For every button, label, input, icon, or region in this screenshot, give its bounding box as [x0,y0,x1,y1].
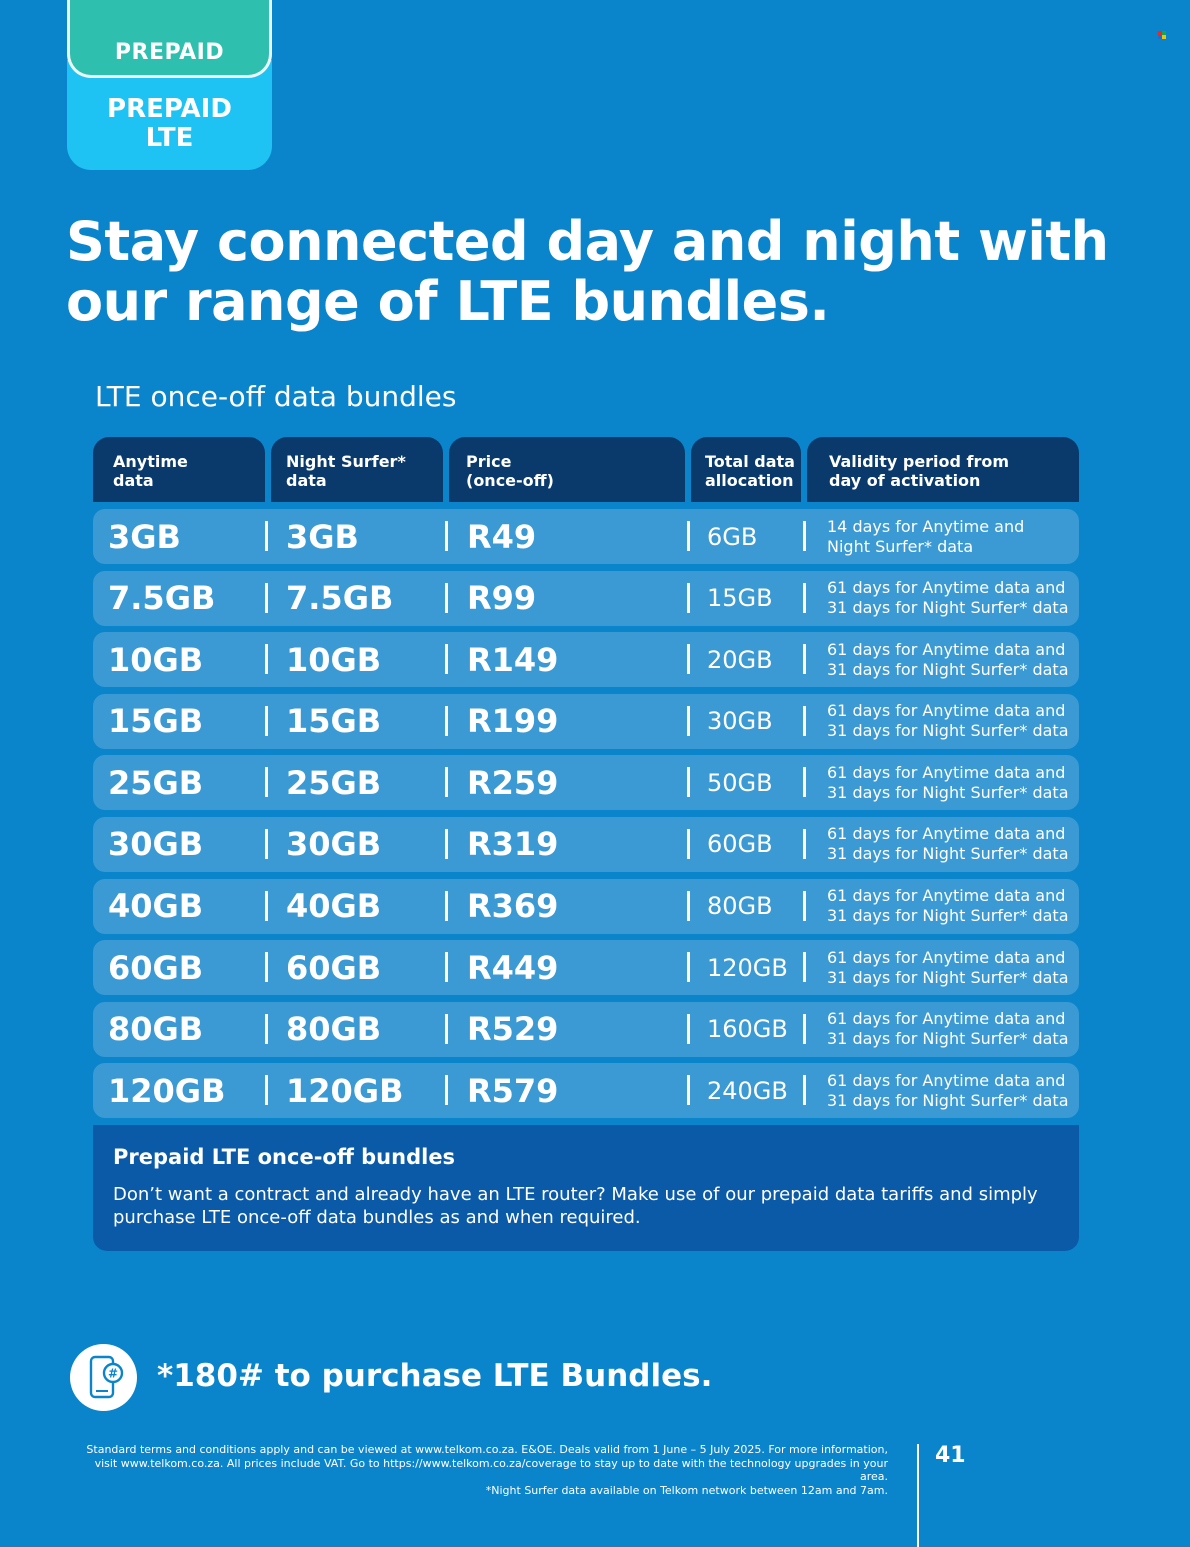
column-separator [803,829,806,859]
tab-prepaid-label: PREPAID [114,40,225,65]
validity-cell: 61 days for Anytime data and 31 days for Night Surfer* data [827,1009,1069,1049]
validity-cell: 61 days for Anytime data and 31 days for Night Surfer* data [827,639,1069,679]
telkom-logo-icon [1158,31,1166,39]
validity-cell: 14 days for Anytime and Night Surfer* data [827,516,1025,556]
column-separator [445,1075,448,1105]
anytime-cell: 80GB [108,1010,204,1049]
total-cell: 15GB [707,584,773,613]
column-separator [265,1014,268,1044]
night-surfer-cell: 10GB [286,640,382,679]
svg-text:#: # [107,1366,119,1381]
page-headline [66,212,1126,332]
column-separator [265,767,268,797]
night-surfer-cell: 3GB [286,517,359,556]
info-box [93,1125,1079,1251]
column-separator [445,829,448,859]
total-cell: 240GB [707,1076,788,1105]
disclaimer-line-2: visit www.telkom.co.za. All prices include VAT. Go to https://www.telkom.co.za/coverage to stay up to date with the technology upgrades in your area. [94,1456,888,1483]
total-cell: 20GB [707,645,773,674]
table-row [93,940,1079,995]
column-separator [687,891,690,921]
column-separator [803,952,806,982]
night-surfer-cell: 30GB [286,825,382,864]
tab-prepaid-lte-label: PREPAID LTE [107,94,232,153]
column-separator [803,1075,806,1105]
night-surfer-cell: 7.5GB [286,579,394,618]
column-separator [687,952,690,982]
anytime-cell: 10GB [108,640,204,679]
total-cell: 30GB [707,707,773,736]
column-separator [445,767,448,797]
total-cell: 6GB [707,522,758,551]
header-night-surfer: Night Surfer* data [271,437,443,502]
page-divider [917,1444,919,1547]
validity-cell: 61 days for Anytime data and 31 days for Night Surfer* data [827,1070,1069,1110]
price-cell: R449 [467,948,559,987]
column-separator [687,521,690,551]
headline-bold: Stay connected day and night [66,210,960,273]
anytime-cell: 25GB [108,763,204,802]
section-title: LTE once-off data bundles [95,380,457,413]
header-validity: Validity period from day of activation [807,437,1079,502]
column-separator [445,891,448,921]
header-total: Total data allocation [691,437,801,502]
total-cell: 60GB [707,830,773,859]
column-separator [265,583,268,613]
anytime-cell: 7.5GB [108,579,216,618]
column-separator [803,583,806,613]
price-cell: R149 [467,640,559,679]
table-row [93,755,1079,810]
table-row [93,817,1079,872]
headline-regular: with our range of LTE bundles. [66,210,1109,333]
column-separator [265,829,268,859]
column-separator [687,767,690,797]
table-row [93,879,1079,934]
price-cell: R369 [467,887,559,926]
column-separator [803,891,806,921]
validity-cell: 61 days for Anytime data and 31 days for Night Surfer* data [827,824,1069,864]
validity-cell: 61 days for Anytime data and 31 days for Night Surfer* data [827,578,1069,618]
price-cell: R579 [467,1071,559,1110]
column-separator [803,521,806,551]
price-cell: R259 [467,763,559,802]
price-cell: R319 [467,825,559,864]
column-separator [687,829,690,859]
column-separator [445,1014,448,1044]
column-separator [803,1014,806,1044]
column-separator [445,952,448,982]
validity-cell: 61 days for Anytime data and 31 days for Night Surfer* data [827,947,1069,987]
column-separator [445,644,448,674]
night-surfer-cell: 80GB [286,1010,382,1049]
price-cell: R49 [467,517,537,556]
validity-cell: 61 days for Anytime data and 31 days for Night Surfer* data [827,886,1069,926]
table-row [93,509,1079,564]
total-cell: 120GB [707,953,788,982]
validity-cell: 61 days for Anytime data and 31 days for Night Surfer* data [827,762,1069,802]
anytime-cell: 60GB [108,948,204,987]
anytime-cell: 30GB [108,825,204,864]
column-separator [265,521,268,551]
bundles-table [93,437,1079,1125]
night-surfer-cell: 120GB [286,1071,404,1110]
anytime-cell: 120GB [108,1071,226,1110]
phone-hash-icon [70,1344,137,1411]
header-price: Price (once-off) [449,437,685,502]
disclaimer-line-3: *Night Surfer data available on Telkom network between 12am and 7am. [485,1483,888,1497]
column-separator [265,891,268,921]
total-cell: 50GB [707,768,773,797]
price-cell: R199 [467,702,559,741]
column-separator [687,1075,690,1105]
price-cell: R99 [467,579,537,618]
column-separator [687,583,690,613]
page-number: 41 [935,1443,966,1468]
night-surfer-cell: 15GB [286,702,382,741]
column-separator [265,644,268,674]
column-separator [803,767,806,797]
column-separator [265,706,268,736]
column-separator [445,706,448,736]
column-separator [265,952,268,982]
column-separator [687,644,690,674]
ussd-code-text: *180# to purchase LTE Bundles. [157,1358,713,1394]
info-text: Don’t want a contract and already have an LTE router? Make use of our prepaid data tariffs and simply purchase LTE once-off data bundles as and when required. [113,1184,1038,1228]
info-title: Prepaid LTE once-off bundles [113,1145,456,1169]
anytime-cell: 15GB [108,702,204,741]
validity-cell: 61 days for Anytime data and 31 days for Night Surfer* data [827,701,1069,741]
night-surfer-cell: 60GB [286,948,382,987]
header-anytime: Anytime data [93,437,265,502]
column-separator [687,706,690,736]
total-cell: 160GB [707,1015,788,1044]
column-separator [445,521,448,551]
disclaimer-line-1: Standard terms and conditions apply and can be viewed at www.telkom.co.za. E&OE. Deals valid from 1 June – 5 July 2025. For more information, [86,1443,888,1456]
night-surfer-cell: 25GB [286,763,382,802]
table-row [93,1063,1079,1118]
column-separator [265,1075,268,1105]
disclaimer [68,1443,888,1497]
table-row [93,571,1079,626]
column-separator [803,644,806,674]
table-header [93,437,1079,502]
table-row [93,632,1079,687]
table-body [93,509,1079,1118]
column-separator [687,1014,690,1044]
anytime-cell: 40GB [108,887,204,926]
total-cell: 80GB [707,892,773,921]
column-separator [445,583,448,613]
table-row [93,694,1079,749]
tab-prepaid[interactable] [67,0,272,78]
night-surfer-cell: 40GB [286,887,382,926]
anytime-cell: 3GB [108,517,181,556]
price-cell: R529 [467,1010,559,1049]
column-separator [803,706,806,736]
table-row [93,1002,1079,1057]
